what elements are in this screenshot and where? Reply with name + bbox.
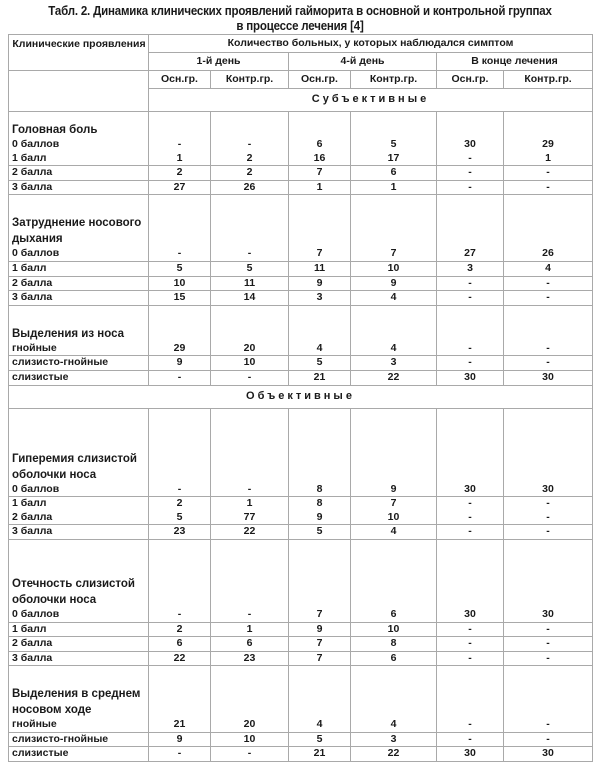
row-label: 0 баллов	[9, 138, 149, 152]
row-label: 2 балла	[9, 637, 149, 652]
value-cell: -	[211, 247, 289, 261]
empty-cell	[351, 195, 437, 248]
row-label: 0 баллов	[9, 247, 149, 261]
table-row	[9, 152, 593, 166]
row-label: 2 балла	[9, 511, 149, 525]
value-cell: 3	[437, 261, 504, 276]
table-row	[9, 525, 593, 540]
table-row	[9, 637, 593, 652]
value-cell: 5	[149, 511, 211, 525]
value-cell: -	[437, 718, 504, 732]
value-cell: 2	[211, 166, 289, 181]
value-cell: 4	[351, 525, 437, 540]
group-row	[9, 112, 593, 139]
value-cell: -	[504, 342, 593, 356]
group-label: Выделения из носа	[9, 305, 149, 342]
value-cell: -	[437, 342, 504, 356]
empty-cell	[9, 71, 149, 112]
span-header: Количество больных, у которых наблюдался симптом	[149, 35, 593, 53]
row-label: гнойные	[9, 718, 149, 732]
table-row	[9, 511, 593, 525]
value-cell: 4	[351, 291, 437, 306]
value-cell: 1	[504, 152, 593, 166]
section-header: Субъективные	[149, 89, 593, 112]
table-row	[9, 247, 593, 261]
value-cell: -	[437, 291, 504, 306]
value-cell: 30	[437, 608, 504, 622]
empty-cell	[437, 305, 504, 342]
table-body	[9, 35, 593, 762]
row-label: слизисто-гнойные	[9, 356, 149, 371]
value-cell: -	[149, 370, 211, 385]
empty-cell	[211, 112, 289, 139]
group-label: Отечность слизистой оболочки носа	[9, 539, 149, 608]
empty-cell	[437, 195, 504, 248]
group-header: Контр.гр.	[504, 71, 593, 89]
value-cell: 5	[289, 732, 351, 747]
empty-cell	[351, 112, 437, 139]
group-label: Выделения в среднем носовом ходе	[9, 666, 149, 719]
value-cell: -	[504, 291, 593, 306]
table-row	[9, 497, 593, 511]
empty-cell	[149, 195, 211, 248]
empty-cell	[504, 539, 593, 608]
group-row	[9, 539, 593, 608]
value-cell: 2	[149, 166, 211, 181]
empty-cell	[289, 112, 351, 139]
empty-cell	[211, 305, 289, 342]
value-cell: 10	[351, 261, 437, 276]
value-cell: -	[504, 276, 593, 291]
value-cell: -	[437, 356, 504, 371]
table-row	[9, 276, 593, 291]
value-cell: 7	[289, 637, 351, 652]
value-cell: 11	[211, 276, 289, 291]
row-label: 1 балл	[9, 152, 149, 166]
value-cell: 1	[211, 497, 289, 511]
value-cell: 1	[351, 180, 437, 195]
value-cell: 21	[289, 370, 351, 385]
empty-cell	[289, 305, 351, 342]
row-label: слизистые	[9, 370, 149, 385]
table-row	[9, 180, 593, 195]
value-cell: 22	[149, 651, 211, 666]
value-cell: 2	[149, 622, 211, 637]
empty-cell	[149, 305, 211, 342]
table-row	[9, 342, 593, 356]
value-cell: 30	[504, 483, 593, 497]
value-cell: 22	[211, 525, 289, 540]
empty-cell	[437, 539, 504, 608]
value-cell: 7	[289, 608, 351, 622]
value-cell: 7	[351, 497, 437, 511]
value-cell: 22	[351, 747, 437, 762]
value-cell: 21	[289, 747, 351, 762]
value-cell: 2	[149, 497, 211, 511]
value-cell: -	[504, 497, 593, 511]
row-label: 0 баллов	[9, 608, 149, 622]
empty-cell	[504, 195, 593, 248]
group-header: Осн.гр.	[289, 71, 351, 89]
value-cell: -	[211, 370, 289, 385]
value-cell: 20	[211, 342, 289, 356]
table-row	[9, 370, 593, 385]
group-header: Контр.гр.	[211, 71, 289, 89]
value-cell: -	[504, 637, 593, 652]
value-cell: -	[437, 637, 504, 652]
table-title	[24, 0, 576, 34]
value-cell: 9	[149, 732, 211, 747]
empty-cell	[149, 666, 211, 719]
value-cell: 4	[289, 342, 351, 356]
group-row	[9, 408, 593, 483]
value-cell: -	[504, 166, 593, 181]
empty-cell	[504, 305, 593, 342]
value-cell: 15	[149, 291, 211, 306]
value-cell: -	[211, 747, 289, 762]
empty-cell	[504, 408, 593, 483]
empty-cell	[289, 195, 351, 248]
value-cell: 9	[149, 356, 211, 371]
value-cell: 4	[504, 261, 593, 276]
value-cell: 9	[289, 511, 351, 525]
value-cell: -	[504, 511, 593, 525]
value-cell: 27	[149, 180, 211, 195]
value-cell: 4	[351, 718, 437, 732]
value-cell: 10	[149, 276, 211, 291]
table-row	[9, 622, 593, 637]
value-cell: 6	[289, 138, 351, 152]
value-cell: -	[504, 356, 593, 371]
value-cell: 11	[289, 261, 351, 276]
empty-cell	[437, 408, 504, 483]
empty-cell	[149, 408, 211, 483]
row-label-header: Клинические проявления	[9, 35, 149, 71]
empty-cell	[211, 408, 289, 483]
title-line-1: Табл. 2. Динамика клинических проявлений гайморита в основной и контрольной группах	[48, 4, 552, 18]
value-cell: -	[149, 138, 211, 152]
value-cell: 6	[351, 651, 437, 666]
value-cell: 3	[351, 356, 437, 371]
value-cell: 23	[149, 525, 211, 540]
table-row	[9, 483, 593, 497]
value-cell: 23	[211, 651, 289, 666]
value-cell: 7	[351, 247, 437, 261]
value-cell: 21	[149, 718, 211, 732]
row-label: 2 балла	[9, 276, 149, 291]
group-row	[9, 666, 593, 719]
value-cell: 9	[289, 276, 351, 291]
value-cell: -	[504, 180, 593, 195]
value-cell: -	[149, 247, 211, 261]
group-row	[9, 195, 593, 248]
empty-cell	[289, 666, 351, 719]
value-cell: 8	[289, 483, 351, 497]
row-label: 1 балл	[9, 261, 149, 276]
value-cell: 8	[289, 497, 351, 511]
value-cell: 20	[211, 718, 289, 732]
value-cell: 3	[351, 732, 437, 747]
row-label: 3 балла	[9, 180, 149, 195]
value-cell: 16	[289, 152, 351, 166]
value-cell: 5	[149, 261, 211, 276]
empty-cell	[351, 666, 437, 719]
value-cell: 30	[504, 747, 593, 762]
value-cell: 9	[351, 276, 437, 291]
group-header: Контр.гр.	[351, 71, 437, 89]
value-cell: 29	[149, 342, 211, 356]
empty-cell	[504, 666, 593, 719]
value-cell: 9	[351, 483, 437, 497]
value-cell: 5	[289, 356, 351, 371]
value-cell: 30	[437, 747, 504, 762]
row-label: 1 балл	[9, 622, 149, 637]
row-label: 0 баллов	[9, 483, 149, 497]
value-cell: -	[437, 511, 504, 525]
row-label: слизистые	[9, 747, 149, 762]
value-cell: 1	[289, 180, 351, 195]
empty-cell	[351, 408, 437, 483]
empty-cell	[289, 539, 351, 608]
row-label: 2 балла	[9, 166, 149, 181]
empty-cell	[211, 539, 289, 608]
value-cell: 17	[351, 152, 437, 166]
value-cell: 6	[351, 166, 437, 181]
value-cell: 5	[351, 138, 437, 152]
value-cell: -	[211, 608, 289, 622]
value-cell: 30	[504, 370, 593, 385]
value-cell: -	[211, 138, 289, 152]
value-cell: 30	[504, 608, 593, 622]
value-cell: 10	[211, 356, 289, 371]
value-cell: -	[437, 180, 504, 195]
table-row	[9, 261, 593, 276]
value-cell: -	[437, 732, 504, 747]
value-cell: 8	[351, 637, 437, 652]
value-cell: -	[504, 732, 593, 747]
group-header: Осн.гр.	[149, 71, 211, 89]
row-label: 3 балла	[9, 651, 149, 666]
period-header: 4-й день	[289, 53, 437, 71]
group-label: Затруднение носового дыхания	[9, 195, 149, 248]
value-cell: 30	[437, 483, 504, 497]
value-cell: 1	[211, 622, 289, 637]
value-cell: 7	[289, 166, 351, 181]
empty-cell	[211, 666, 289, 719]
empty-cell	[437, 666, 504, 719]
value-cell: -	[437, 497, 504, 511]
table-row	[9, 166, 593, 181]
row-label: 1 балл	[9, 497, 149, 511]
value-cell: 6	[149, 637, 211, 652]
empty-cell	[504, 112, 593, 139]
value-cell: 10	[211, 732, 289, 747]
value-cell: -	[504, 622, 593, 637]
value-cell: 7	[289, 247, 351, 261]
empty-cell	[289, 408, 351, 483]
value-cell: 4	[351, 342, 437, 356]
value-cell: 6	[211, 637, 289, 652]
value-cell: -	[437, 622, 504, 637]
value-cell: -	[437, 276, 504, 291]
table-row	[9, 651, 593, 666]
table-row	[9, 747, 593, 762]
value-cell: -	[504, 651, 593, 666]
title-line-2: в процессе лечения [4]	[236, 19, 364, 33]
value-cell: 30	[437, 138, 504, 152]
empty-cell	[149, 539, 211, 608]
group-label: Гиперемия слизистой оболочки носа	[9, 408, 149, 483]
empty-cell	[351, 305, 437, 342]
period-header: 1-й день	[149, 53, 289, 71]
table-row	[9, 138, 593, 152]
value-cell: 6	[351, 608, 437, 622]
value-cell: 29	[504, 138, 593, 152]
empty-cell	[211, 195, 289, 248]
empty-cell	[351, 539, 437, 608]
group-label: Головная боль	[9, 112, 149, 139]
value-cell: -	[149, 483, 211, 497]
value-cell: 5	[211, 261, 289, 276]
table-row	[9, 291, 593, 306]
value-cell: -	[149, 747, 211, 762]
value-cell: 5	[289, 525, 351, 540]
value-cell: 7	[289, 651, 351, 666]
empty-cell	[149, 112, 211, 139]
value-cell: -	[504, 718, 593, 732]
value-cell: 1	[149, 152, 211, 166]
value-cell: 3	[289, 291, 351, 306]
row-label: слизисто-гнойные	[9, 732, 149, 747]
value-cell: 77	[211, 511, 289, 525]
value-cell: -	[437, 166, 504, 181]
table-row	[9, 608, 593, 622]
period-header: В конце лечения	[437, 53, 593, 71]
value-cell: 2	[211, 152, 289, 166]
value-cell: -	[437, 651, 504, 666]
value-cell: 22	[351, 370, 437, 385]
value-cell: 10	[351, 622, 437, 637]
value-cell: 4	[289, 718, 351, 732]
value-cell: -	[437, 152, 504, 166]
section-header: Объективные	[9, 385, 593, 408]
section-row	[9, 385, 593, 408]
group-header: Осн.гр.	[437, 71, 504, 89]
row-label: 3 балла	[9, 525, 149, 540]
table-row	[9, 356, 593, 371]
value-cell: 14	[211, 291, 289, 306]
value-cell: 10	[351, 511, 437, 525]
value-cell: -	[211, 483, 289, 497]
value-cell: -	[149, 608, 211, 622]
table-row	[9, 718, 593, 732]
empty-cell	[437, 112, 504, 139]
row-label: 3 балла	[9, 291, 149, 306]
value-cell: -	[504, 525, 593, 540]
group-row	[9, 305, 593, 342]
value-cell: 9	[289, 622, 351, 637]
value-cell: 26	[504, 247, 593, 261]
value-cell: 27	[437, 247, 504, 261]
data-table	[8, 34, 593, 762]
value-cell: 30	[437, 370, 504, 385]
row-label: гнойные	[9, 342, 149, 356]
value-cell: 26	[211, 180, 289, 195]
value-cell: -	[437, 525, 504, 540]
